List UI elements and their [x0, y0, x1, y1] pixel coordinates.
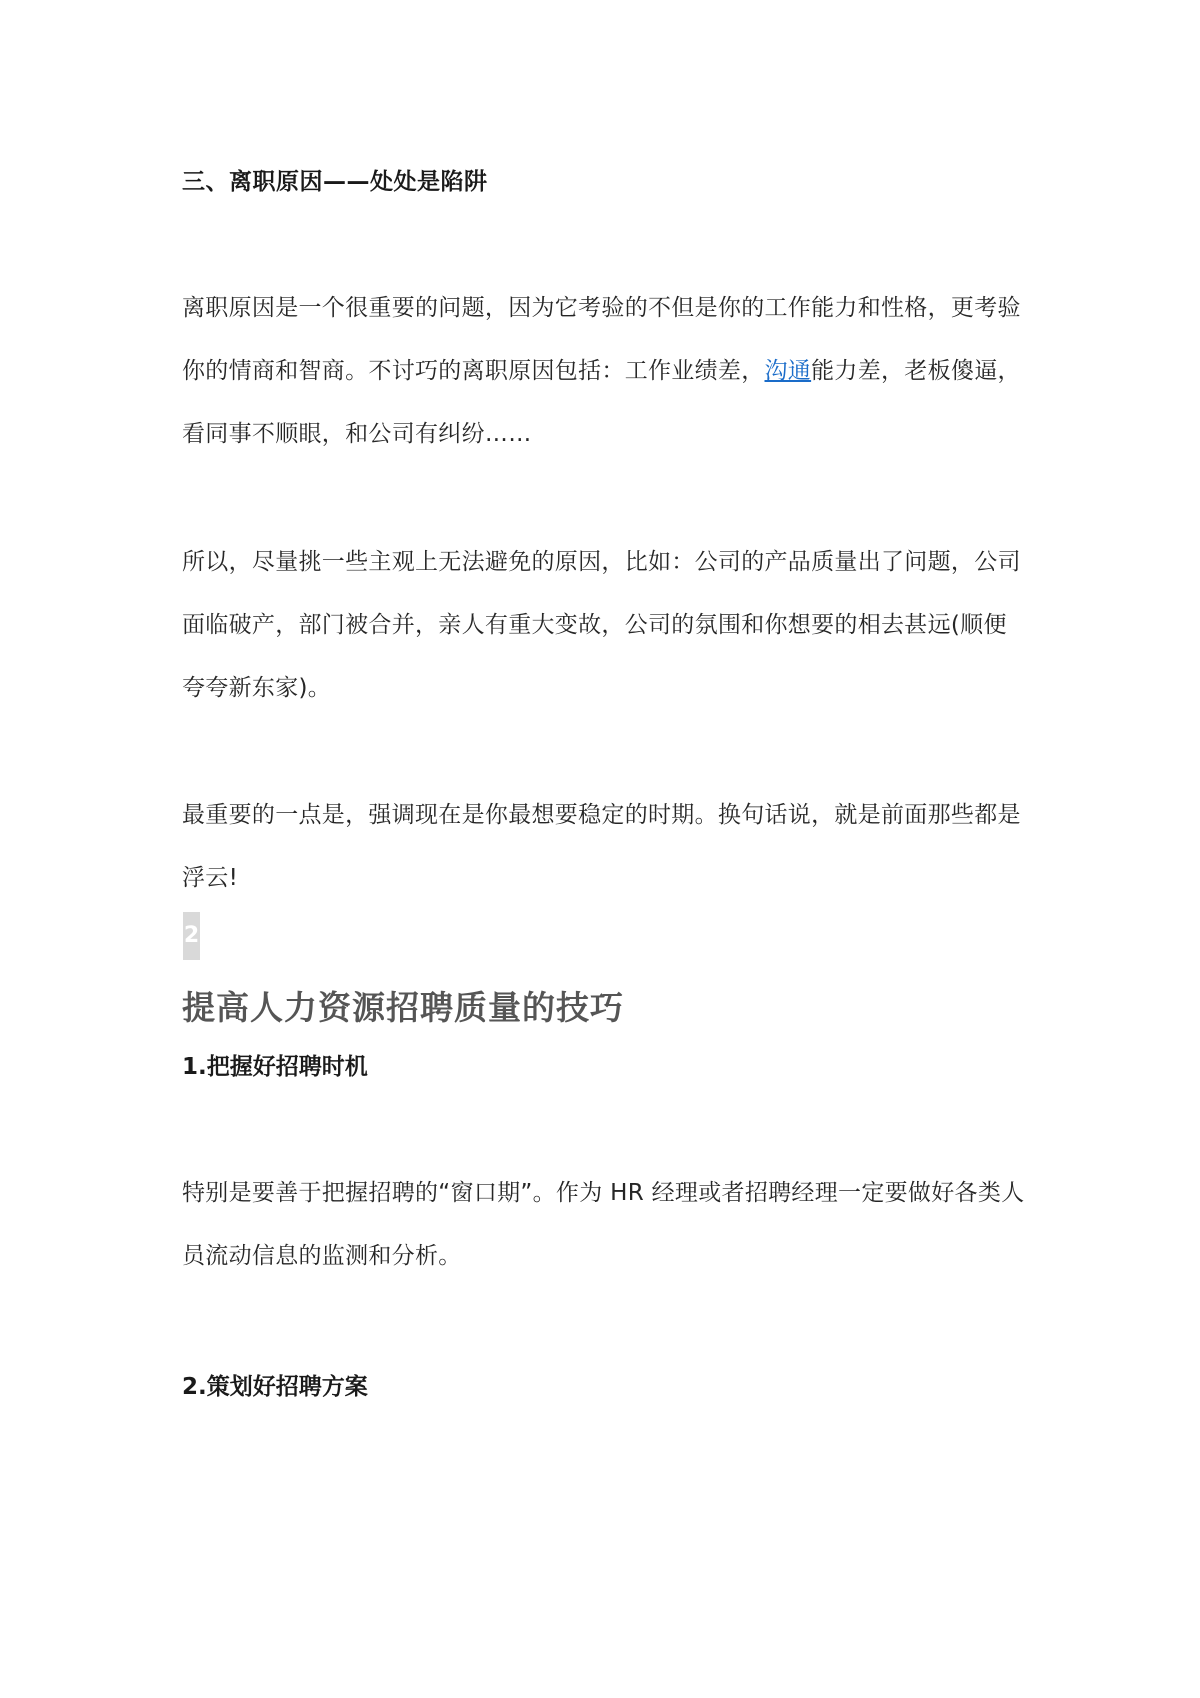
paragraph-stability: 最重要的一点是，强调现在是你最想要稳定的时期。换句话说，就是前面那些都是浮云!	[182, 802, 1021, 891]
paragraph-text: 能力差，老板傻逼，看同事不顺眼，和公司有纠纷……	[182, 358, 1021, 447]
section-title: 提高人力资源招聘质量的技巧	[182, 988, 624, 1027]
paragraph-suggested-reasons: 所以，尽量挑一些主观上无法避免的原因，比如：公司的产品质量出了问题，公司面临破产，部门被合并，亲人有重大变故，公司的氛围和你想要的相去甚远(顺便夸夸新东家)。	[182, 549, 1021, 701]
subheading-timing: 1.把握好招聘时机	[182, 1054, 368, 1080]
section-number-badge: 2	[183, 912, 200, 960]
subheading-plan: 2.策划好招聘方案	[182, 1374, 368, 1400]
paragraph-window-period: 特别是要善于把握招聘的“窗口期”。作为 HR 经理或者招聘经理一定要做好各类人员流动信息的监测和分析。	[182, 1180, 1025, 1269]
paragraph-resignation-reasons	[182, 277, 1027, 466]
communication-link[interactable]: 沟通	[764, 358, 812, 384]
paragraph-text: 离职原因是一个很重要的问题，因为它考验的不但是你的工作能力和性格，更考验你的情商和智商。不讨巧的离职原因包括：工作业绩差，	[182, 295, 1021, 384]
section-heading: 三、离职原因——处处是陷阱	[182, 169, 488, 195]
